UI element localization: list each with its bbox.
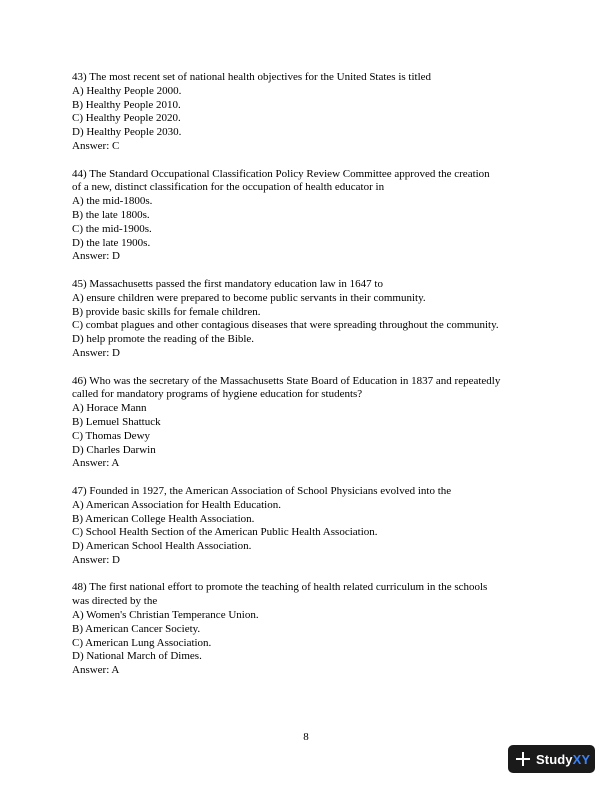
- question-47: [72, 485, 552, 568]
- answer: Answer: A: [72, 664, 120, 677]
- option-a: A) Horace Mann: [72, 402, 147, 415]
- question-stem: was directed by the: [72, 595, 158, 608]
- option-a: A) the mid-1800s.: [72, 195, 153, 208]
- question-46: [72, 375, 552, 472]
- question-45: [72, 278, 552, 361]
- badge-label-main: Study: [536, 751, 573, 767]
- question-stem: of a new, distinct classification for the occupation of health educator in: [72, 181, 385, 194]
- option-d: D) National March of Dimes.: [72, 650, 202, 663]
- answer: Answer: C: [72, 139, 120, 152]
- option-c: C) the mid-1900s.: [72, 222, 152, 235]
- option-c: C) School Health Section of the American Public Health Association.: [72, 526, 378, 539]
- badge-label-accent: XY: [572, 751, 591, 767]
- question-list: [72, 71, 552, 692]
- option-d: D) Healthy People 2030.: [72, 126, 182, 139]
- option-d: D) help promote the reading of the Bible.: [72, 333, 255, 346]
- option-b: B) Healthy People 2010.: [72, 98, 181, 111]
- question-stem: 48) The first national effort to promote the teaching of health related curriculum in the schools: [72, 581, 488, 594]
- option-a: A) Women's Christian Temperance Union.: [72, 609, 259, 622]
- question-stem: 47) Founded in 1927, the American Association of School Physicians evolved into the: [72, 484, 452, 497]
- option-b: B) American College Health Association.: [72, 512, 255, 525]
- question-stem: called for mandatory programs of hygiene education for students?: [72, 388, 363, 401]
- option-c: C) combat plagues and other contagious diseases that were spreading throughout the community.: [72, 319, 499, 332]
- question-stem: 43) The most recent set of national health objectives for the United States is titled: [72, 71, 432, 83]
- option-c: C) Thomas Dewy: [72, 429, 151, 442]
- option-d: D) the late 1900s.: [72, 236, 151, 249]
- page-number: 8: [303, 731, 309, 743]
- answer: Answer: D: [72, 346, 120, 359]
- studyxy-badge[interactable]: [508, 745, 595, 773]
- answer: Answer: D: [72, 250, 120, 263]
- option-d: D) Charles Darwin: [72, 443, 156, 456]
- option-c: C) American Lung Association.: [72, 636, 212, 649]
- badge-label: [536, 752, 590, 767]
- question-48: [72, 581, 552, 678]
- option-b: B) Lemuel Shattuck: [72, 415, 161, 428]
- option-d: D) American School Health Association.: [72, 540, 252, 553]
- question-43: [72, 71, 552, 154]
- answer: Answer: D: [72, 553, 120, 566]
- answer: Answer: A: [72, 457, 120, 470]
- plus-icon: [516, 752, 530, 766]
- question-stem: 46) Who was the secretary of the Massachusetts State Board of Education in 1837 and repeatedly: [72, 374, 501, 387]
- option-b: B) provide basic skills for female children.: [72, 305, 261, 318]
- question-44: [72, 168, 552, 265]
- option-a: A) American Association for Health Education.: [72, 498, 281, 511]
- question-stem: 44) The Standard Occupational Classification Policy Review Committee approved the creation: [72, 167, 490, 180]
- option-b: B) American Cancer Society.: [72, 622, 201, 635]
- question-stem: 45) Massachusetts passed the first mandatory education law in 1647 to: [72, 277, 383, 290]
- option-a: A) ensure children were prepared to become public servants in their community.: [72, 291, 426, 304]
- option-a: A) Healthy People 2000.: [72, 84, 182, 97]
- option-b: B) the late 1800s.: [72, 208, 150, 221]
- option-c: C) Healthy People 2020.: [72, 112, 181, 125]
